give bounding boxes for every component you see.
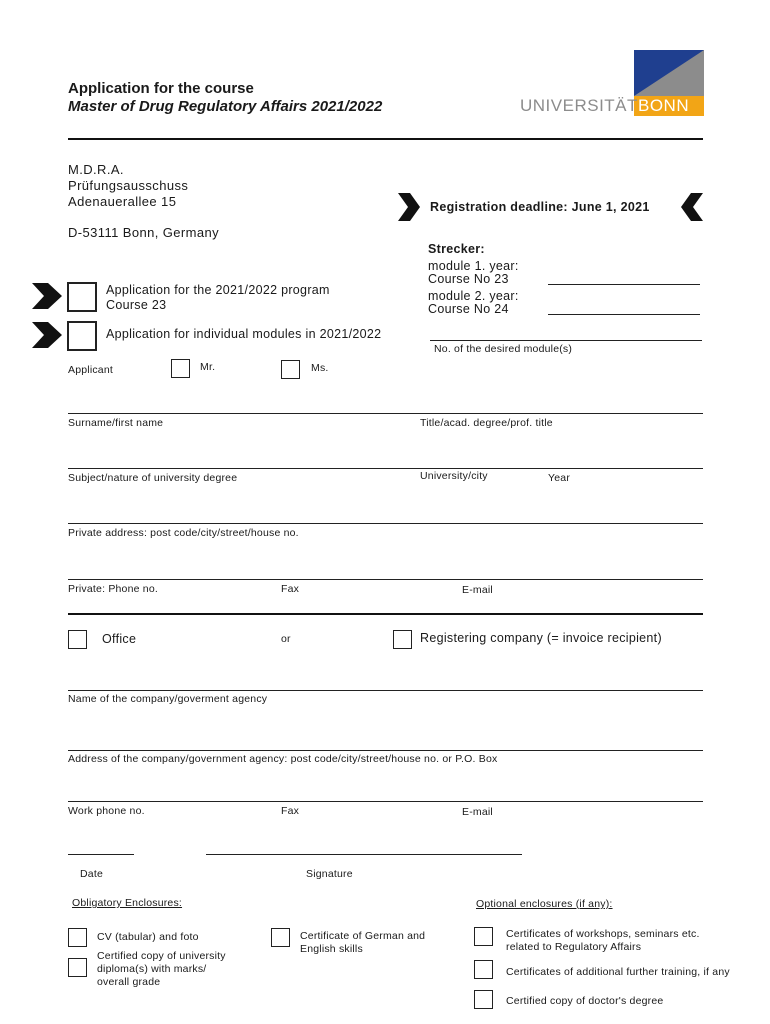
private-address-label: Private address: post code/city/street/house no. — [68, 527, 299, 539]
desired-modules-field[interactable] — [430, 340, 702, 341]
private-email-label: E-mail — [462, 584, 493, 596]
obligatory-enclosures-title: Obligatory Enclosures: — [72, 897, 183, 909]
ms-label: Ms. — [311, 362, 329, 374]
optional-enclosures-title: Optional enclosures (if any): — [476, 898, 613, 910]
office-label: Office — [102, 632, 137, 646]
cv-checkbox[interactable] — [68, 928, 87, 947]
arrow-right-icon — [398, 193, 420, 221]
program-label-line: Application for the 2021/2022 program — [106, 283, 330, 297]
mr-label: Mr. — [200, 361, 216, 373]
university-logo — [516, 48, 706, 120]
workshops-label-line: related to Regulatory Affairs — [506, 941, 642, 953]
module-1-text: module 1. year: — [428, 259, 519, 273]
modules-label: Application for individual modules in 2021/2022 — [106, 327, 382, 341]
address-city: D-53111 Bonn, Germany — [68, 225, 219, 240]
strecker-label: Strecker: — [428, 242, 485, 256]
address-block — [68, 162, 188, 210]
work-email-label: E-mail — [462, 806, 493, 818]
address-line: Prüfungsausschuss — [68, 178, 189, 193]
work-contact-field[interactable] — [68, 801, 703, 802]
company-address-label: Address of the company/government agency: post code/city/street/house no. or P.O. Box — [68, 753, 498, 765]
module-1-field[interactable] — [548, 284, 700, 285]
logo-text-universitaet: UNIVERSITÄT — [520, 96, 638, 115]
module-2-text: module 2. year: — [428, 289, 519, 303]
address-line: Adenauerallee 15 — [68, 194, 177, 209]
module-1-label — [428, 260, 519, 286]
private-contact-field[interactable] — [68, 579, 703, 580]
logo-text-bonn: BONN — [638, 96, 690, 115]
company-name-field[interactable] — [68, 690, 703, 691]
private-address-field[interactable] — [68, 523, 703, 524]
registration-deadline: Registration deadline: June 1, 2021 — [430, 200, 650, 214]
arrow-right-icon — [32, 283, 62, 309]
applicant-label: Applicant — [68, 364, 113, 376]
arrow-left-icon — [681, 193, 703, 221]
work-fax-label: Fax — [281, 805, 300, 817]
diploma-label-line: diploma(s) with marks/ — [97, 963, 207, 975]
company-address-field[interactable] — [68, 750, 703, 751]
or-label: or — [281, 633, 291, 645]
doctor-degree-label: Certified copy of doctor's degree — [506, 995, 664, 1007]
modules-checkbox[interactable] — [67, 321, 97, 351]
further-training-label: Certificates of additional further training, if any — [506, 966, 730, 978]
title-label: Title/acad. degree/prof. title — [420, 417, 553, 429]
surname-field[interactable] — [68, 413, 703, 414]
doctor-degree-checkbox[interactable] — [474, 990, 493, 1009]
date-field[interactable] — [68, 854, 134, 855]
diploma-checkbox[interactable] — [68, 958, 87, 977]
ms-checkbox[interactable] — [281, 360, 300, 379]
university-label: University/city — [420, 470, 488, 482]
date-label: Date — [80, 868, 103, 880]
company-name-label: Name of the company/goverment agency — [68, 693, 268, 705]
mr-checkbox[interactable] — [171, 359, 190, 378]
module-2-course: Course No 24 — [428, 302, 509, 316]
form-subtitle: Master of Drug Regulatory Affairs 2021/2022 — [68, 98, 383, 115]
workshops-checkbox[interactable] — [474, 927, 493, 946]
program-label — [106, 283, 330, 313]
signature-label: Signature — [306, 868, 353, 880]
language-checkbox[interactable] — [271, 928, 290, 947]
private-fax-label: Fax — [281, 583, 300, 595]
program-checkbox[interactable] — [67, 282, 97, 312]
company-checkbox[interactable] — [393, 630, 412, 649]
private-phone-label: Private: Phone no. — [68, 583, 158, 595]
module-2-label — [428, 290, 519, 316]
form-title: Application for the course — [68, 80, 254, 97]
address-line: M.D.R.A. — [68, 162, 124, 177]
desired-modules-label: No. of the desired module(s) — [434, 343, 573, 355]
further-training-checkbox[interactable] — [474, 960, 493, 979]
company-reg-label: Registering company (= invoice recipient) — [420, 631, 662, 645]
language-label-line: Certificate of German and — [300, 930, 426, 942]
language-label — [300, 930, 425, 956]
workshops-label — [506, 928, 700, 954]
section-divider — [68, 613, 703, 615]
module-1-course: Course No 23 — [428, 272, 509, 286]
diploma-label-line: overall grade — [97, 976, 161, 988]
diploma-label — [97, 950, 226, 989]
work-phone-label: Work phone no. — [68, 805, 145, 817]
degree-field[interactable] — [68, 468, 703, 469]
header-divider — [68, 138, 703, 140]
office-checkbox[interactable] — [68, 630, 87, 649]
surname-label: Surname/first name — [68, 417, 164, 429]
arrow-right-icon — [32, 322, 62, 348]
diploma-label-line: Certified copy of university — [97, 950, 226, 962]
workshops-label-line: Certificates of workshops, seminars etc. — [506, 928, 700, 940]
program-label-course: Course 23 — [106, 298, 167, 312]
year-label: Year — [548, 472, 571, 484]
module-2-field[interactable] — [548, 314, 700, 315]
cv-label: CV (tabular) and foto — [97, 931, 199, 943]
language-label-line: English skills — [300, 943, 363, 955]
signature-field[interactable] — [206, 854, 522, 855]
subject-label: Subject/nature of university degree — [68, 472, 238, 484]
